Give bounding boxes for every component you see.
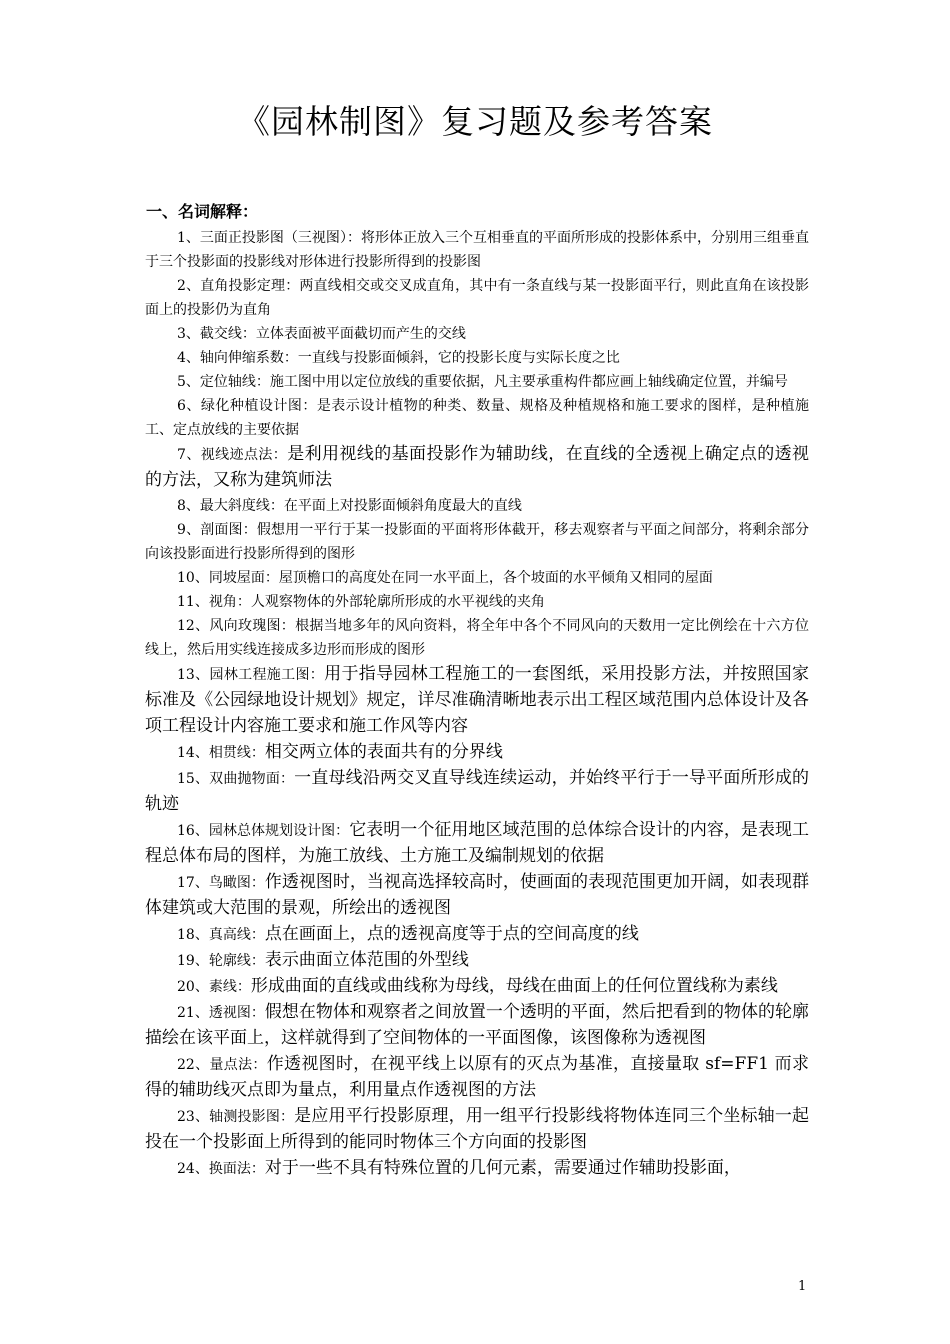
- entry-definition: 假想用一平行于某一投影面的平面将形体截开，移去观察者与平面之间部分，将剩余部分向该投影面进行投影所得到的图形: [145, 522, 810, 562]
- entry-term: 视线迹点法：: [200, 447, 288, 463]
- definition-entry: [145, 226, 809, 274]
- entry-definition: 相交两立体的表面共有的分界线: [264, 742, 503, 762]
- entry-term: 轴向伸缩系数：: [199, 350, 298, 366]
- entry-term: 真高线：: [208, 927, 265, 943]
- entry-term: 鸟瞰图：: [208, 875, 265, 891]
- entry-number: 9、: [177, 522, 201, 538]
- entry-number: 6、: [177, 398, 201, 414]
- definition-entry: [145, 394, 809, 442]
- entry-term: 相贯线：: [208, 745, 265, 761]
- entry-definition: 假想在物体和观察者之间放置一个透明的平面，然后把看到的物体的轮廓描绘在该平面上，这样就得到了空间物体的一平面图像，该图像称为透视图: [145, 1002, 810, 1048]
- entry-definition: 屋顶檐口的高度处在同一水平面上，各个坡面的水平倾角又相同的屋面: [278, 570, 713, 586]
- entry-term: 双曲抛物面：: [209, 771, 295, 787]
- entry-definition: 在平面上对投影面倾斜角度最大的直线: [283, 498, 522, 514]
- entry-term: 风向玫瑰图：: [209, 618, 296, 634]
- entry-definition: 是表示设计植物的种类、数量、规格及种植规格和施工要求的图样，是种植施工、定点放线的主要依据: [145, 398, 809, 438]
- entry-term: 透视图：: [208, 1005, 265, 1021]
- definition-entry: [145, 818, 809, 870]
- page-number: 1: [798, 1279, 807, 1294]
- entry-term: 视角：: [208, 594, 251, 610]
- entry-number: 23、: [177, 1109, 210, 1125]
- entry-term: 轮廓线：: [208, 953, 265, 969]
- entry-definition: 人观察物体的外部轮廓所形成的水平视线的夹角: [250, 594, 545, 610]
- entry-term: 轴测投影图：: [209, 1109, 295, 1125]
- definition-list: [145, 226, 809, 1182]
- entry-term: 直角投影定理：: [200, 278, 300, 294]
- entry-number: 18、: [177, 927, 209, 943]
- entry-number: 13、: [177, 667, 210, 683]
- entry-number: 14、: [177, 745, 209, 761]
- definition-entry: [145, 1052, 809, 1104]
- entry-definition: 作透视图时，当视高选择较高时，使画面的表现范围更加开阔，如表现群体建筑或大范围的景观，所绘出的透视图: [145, 872, 810, 918]
- entry-definition: 立体表面被平面截切而产生的交线: [255, 326, 466, 342]
- definition-entry: [145, 322, 809, 346]
- entry-definition: 一直线与投影面倾斜，它的投影长度与实际长度之比: [297, 350, 620, 366]
- entry-number: 20、: [177, 979, 209, 995]
- entry-term: 截交线：: [199, 326, 256, 342]
- definition-entry: [145, 274, 809, 322]
- definition-entry: [145, 346, 809, 370]
- entry-definition: 点在画面上，点的透视高度等于点的空间高度的线: [264, 924, 639, 944]
- entry-definition: 施工图中用以定位放线的重要依据，凡主要承重构件都应画上轴线确定位置，并编号: [269, 374, 788, 390]
- entry-definition: 形成曲面的直线或曲线称为母线，母线在曲面上的任何位置线称为素线: [250, 976, 778, 996]
- entry-number: 8、: [177, 498, 200, 514]
- entry-definition: 一直母线沿两交叉直导线连续运动，并始终平行于一导平面所形成的轨迹: [145, 768, 810, 814]
- definition-entry: [145, 442, 809, 494]
- entry-number: 5、: [177, 374, 200, 390]
- entry-term: 同坡屋面：: [208, 570, 279, 586]
- entry-term: 剖面图：: [200, 522, 257, 538]
- entry-number: 15、: [177, 771, 210, 787]
- entry-term: 三面正投影图（三视图）：: [199, 230, 361, 246]
- entry-term: 量点法：: [209, 1057, 267, 1073]
- entry-definition: 根据当地多年的风向资料，将全年中各个不同风向的天数用一定比例绘在十六方位线上，然后用实线连接成多边形而形成的图形: [145, 618, 809, 658]
- entry-term: 素线：: [208, 979, 251, 995]
- entry-term: 园林总体规划设计图：: [208, 823, 350, 839]
- entry-term: 最大斜度线：: [199, 498, 284, 514]
- entry-definition: 是应用平行投影原理，用一组平行投影线将物体连同三个坐标轴一起投在一个投影面上所得到的能同时物体三个方向面的投影图: [145, 1106, 810, 1152]
- definition-entry: [145, 494, 809, 518]
- entry-number: 4、: [177, 350, 200, 366]
- entry-term: 园林工程施工图：: [209, 667, 325, 683]
- entry-number: 12、: [177, 618, 210, 634]
- definition-entry: [145, 922, 809, 948]
- entry-definition: 表示曲面立体范围的外型线: [264, 950, 469, 970]
- definition-entry: [145, 1000, 809, 1052]
- entry-definition: 是利用视线的基面投影作为辅助线，在直线的全透视上确定点的透视的方法，又称为建筑师法: [145, 444, 810, 490]
- definition-entry: [145, 614, 809, 662]
- entry-number: 17、: [177, 875, 209, 891]
- definition-entry: [145, 766, 809, 818]
- entry-definition: 它表明一个征用地区域范围的总体综合设计的内容，是表现工程总体布局的图样，为施工放线、土方施工及编制规划的依据: [145, 820, 810, 866]
- entry-number: 21、: [177, 1005, 209, 1021]
- definition-entry: [145, 1104, 809, 1156]
- entry-number: 24、: [177, 1161, 209, 1177]
- entry-number: 10、: [177, 570, 209, 586]
- entry-number: 2、: [177, 278, 201, 294]
- definition-entry: [145, 370, 809, 394]
- entry-definition: 对于一些不具有特殊位置的几何元素，需要通过作辅助投影面，: [264, 1158, 741, 1178]
- entry-term: 绿化种植设计图：: [200, 398, 317, 414]
- entry-term: 换面法：: [208, 1161, 265, 1177]
- definition-entry: [145, 590, 809, 614]
- entry-term: 定位轴线：: [199, 374, 270, 390]
- entry-number: 11、: [177, 594, 209, 610]
- entry-number: 22、: [177, 1057, 210, 1073]
- definition-entry: [145, 974, 809, 1000]
- document-title: 《园林制图》复习题及参考答案: [237, 102, 713, 141]
- entry-number: 19、: [177, 953, 209, 969]
- definition-entry: [145, 1156, 809, 1182]
- entry-definition: 作透视图时，在视平线上以原有的灭点为基准，直接量取 sf=FF1 而求得的辅助线灭点即为量点，利用量点作透视图的方法: [145, 1054, 809, 1100]
- entry-number: 7、: [177, 447, 201, 463]
- entry-definition: 将形体正放入三个互相垂直的平面所形成的投影体系中，分别用三组垂直于三个投影面的投影线对形体进行投影所得到的投影图: [145, 230, 810, 270]
- entry-definition: 用于指导园林工程施工的一套图纸，采用投影方法，并按照国家标准及《公园绿地设计规划》规定，详尽准确清晰地表示出工程区域范围内总体设计及各项工程设计内容施工要求和施工作风等内容: [145, 664, 810, 736]
- definition-entry: [145, 518, 809, 566]
- entry-definition: 两直线相交或交叉成直角，其中有一条直线与某一投影面平行，则此直角在该投影面上的投影仍为直角: [145, 278, 810, 318]
- definition-entry: [145, 870, 809, 922]
- definition-entry: [145, 566, 809, 590]
- definition-entry: [145, 740, 809, 766]
- definition-entry: [145, 948, 809, 974]
- section-heading: 一、名词解释：: [146, 202, 259, 221]
- entry-number: 1、: [177, 230, 200, 246]
- entry-number: 16、: [177, 823, 209, 839]
- definition-entry: [145, 662, 809, 740]
- entry-number: 3、: [177, 326, 200, 342]
